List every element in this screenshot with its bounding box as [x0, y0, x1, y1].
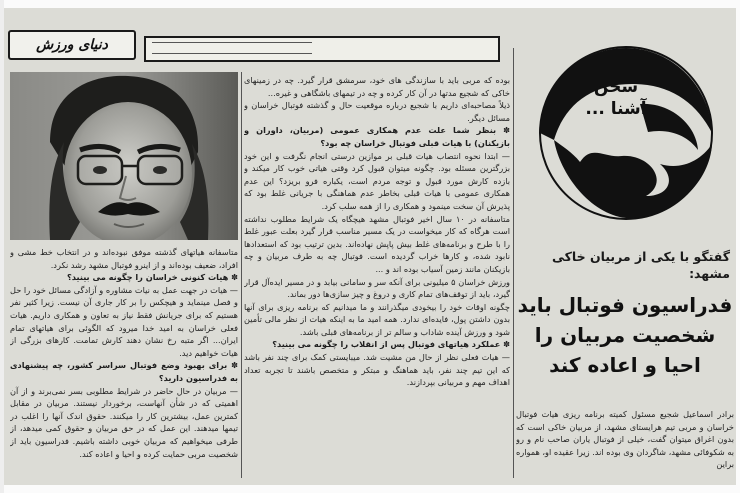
intro-paragraph: برادر اسماعیل شجیع مسئول کمیته برنامه ریزی هیات فوتبال خراسان و مربی تیم هرایستای مشهد، از مربیان خاکی است که بدون اغراق میتوان گفت، خیلی از فوتبال یاران صاحب نام و رو به شکوفائی مشهد، شاگردان وی بوده اند. زیرا عقیده او، همواره براین	[516, 409, 734, 470]
article-column-left	[10, 246, 238, 478]
paragraph: — ابتدا نحوه انتصاب هیات قبلی بر موازین درستی انجام نگرفت و این خود بزرگترین مسئله بود. چگونه میتوان قبول کرد وقتی هیاتی خوب کار میکند و بازده کارش مورد قبول و توجه مردم است، یکباره فرو بریزد؟ این عدم همکاری عمومی با هیات قبلی بخاطر عدم هماهنگی با جریانی غلط بود که پذیرش آن سخت مینمود و همکاری را از همه سلب کرد.	[244, 150, 510, 211]
interview-question: ✽ عملکرد هیاتهای فوتبال پس از انقلاب را چگونه می بینید؟	[244, 338, 510, 351]
emblem-title-line2: آشنا ...	[585, 99, 647, 119]
interview-question: ✽ هیات کنونی خراسان را چگونه می بینید؟	[10, 271, 238, 284]
headline-line3: احیا و اعاده کند	[549, 353, 701, 377]
paragraph: متاسفانه در ۱۰ سال اخیر فوتبال مشهد هیچگاه یک شرایط مطلوب نداشته است هرگاه که کار میخواست در یک مسیر مناسب قرار گیرد بعلت عبور غلط را با طرح و برنامه‌های غلط بیش پاپش نهاده‌اند. بدین ترتیب بود که استعدادها نابود شده، و کارها خراب گردیده است. فوتبال چه به طرف مربیان و چه بازیکنان مانند زمین آسیاب بوده اند و ...	[244, 213, 510, 274]
portrait-illustration	[10, 72, 238, 240]
column-divider	[241, 72, 242, 478]
paragraph: بوده که مربی باید با سازندگی های خود، سرمشق قرار گیرد. چه در زمینهای خاکی که شجیع مدتها در آن کار کرده و چه در تیمهای باشگاهی و غیره...	[244, 75, 510, 98]
scanned-clipping	[4, 8, 736, 485]
headline-line1: فدراسیون فوتبال باید	[517, 293, 733, 317]
section-emblem-icon	[520, 44, 732, 222]
emblem-title-line1: سخن	[593, 77, 639, 97]
paragraph: — هیات فعلی نظر از حال من مشیت شد. میبایستی کمک برای چند نفر باشد که این تیم چند نفر، باید هماهنگ و مبتکر و متخصص باشند تا تجربه تعداد اهداف مهم و مربیانی بپردازند.	[244, 352, 510, 388]
article-intro	[516, 408, 734, 478]
publication-logo: دنیای ورزش	[8, 30, 136, 60]
paragraph: — هیات در جهت عمل به نیات مشاوره و آزادگی مسائل خود را حل و فصل مینماید و هیچکس را بر کار جاری آن نیست. زیرا کثیر نفر هستیم که برای جریانش فقط نیاز به تعاون و همکاری داریم. هیات فعلی خراسان به امید خدا میرود که الگوئی برای هیاتهای تمام ایران... اگر متبه رخ نشان دهند کارش تمامت. کارهای بزرگی از هیات خواهیم دید.	[10, 284, 238, 358]
paragraph: — مربیان در حال حاضر در شرایط مطلوبی بسر نمی‌برند و از آن اهمیتی که در شأن آنهاست، برخوردار نیستند. مربیان در مقابل کمترین عمل، بیشترین کار را میکنند. حقوق اندک آنها را اغلب در تیمها میدهند. این عمل که در حق مربیان و حقوق کمی میدهد، از طرفی میخواهیم که مربیان خوبی داشته باشیم. فدراسیون باید از شخصیت مربی حمایت کرده و احیا و اعاده کند.	[10, 385, 238, 459]
article-headline	[516, 290, 734, 380]
header-rule-lines	[152, 42, 312, 54]
emblem-title	[556, 76, 676, 120]
paragraph: متاسفانه هیاتهای گذشته موفق نبوده‌اند و در انتخاب خط مشی و افراد، ضعیف بوده‌اند و از اینرو فوتبال مشهد رشد نکرد.	[10, 247, 238, 270]
interview-question: ✽ برای بهبود وضع فوتبال سراسر کشور، چه پیشنهادی به فدراسیون دارید؟	[10, 359, 238, 384]
interview-question: ✽ بنظر شما علت عدم همکاری عمومی (مربیان، داوران و بازیکنان) با هیات قبلی فوتبال خراسان چه بود؟	[244, 124, 510, 149]
article-column-middle	[244, 74, 510, 478]
header-rule-frame	[144, 36, 500, 62]
paragraph: ذیلاً مصاحبه‌ای داریم با شجیع درباره موقعیت حال و گذشته فوتبال خراسان و مسائل دیگر.	[244, 100, 510, 123]
headline-line2: شخصیت مربیان را	[534, 323, 716, 347]
paragraph: چگونه اوقات خود را بیخودی میگذرانند و ما میدانیم که برنامه ریزی برای آنها بدون داشتن پول، فایده‌ای ندارد. همه امید ما به اینکه هیات از نظر مالی تأمین شود و ورزش آینده شاداب و سالم تر از برنامه‌های قبلی باشد.	[244, 301, 510, 337]
article-subtitle: گفتگو با یکی از مربیان خاکی مشهد:	[551, 249, 730, 281]
portrait-photo	[10, 72, 238, 240]
column-divider	[513, 48, 514, 478]
paragraph: ورزش خراسان ۵ میلیونی برای آنکه سر و سامانی بیابد و در مسیر ایده‌آل قرار گیرد، باید از توقف‌های تمام کاری و دروغ و چیز سازی‌ها دور بماند.	[244, 276, 510, 300]
